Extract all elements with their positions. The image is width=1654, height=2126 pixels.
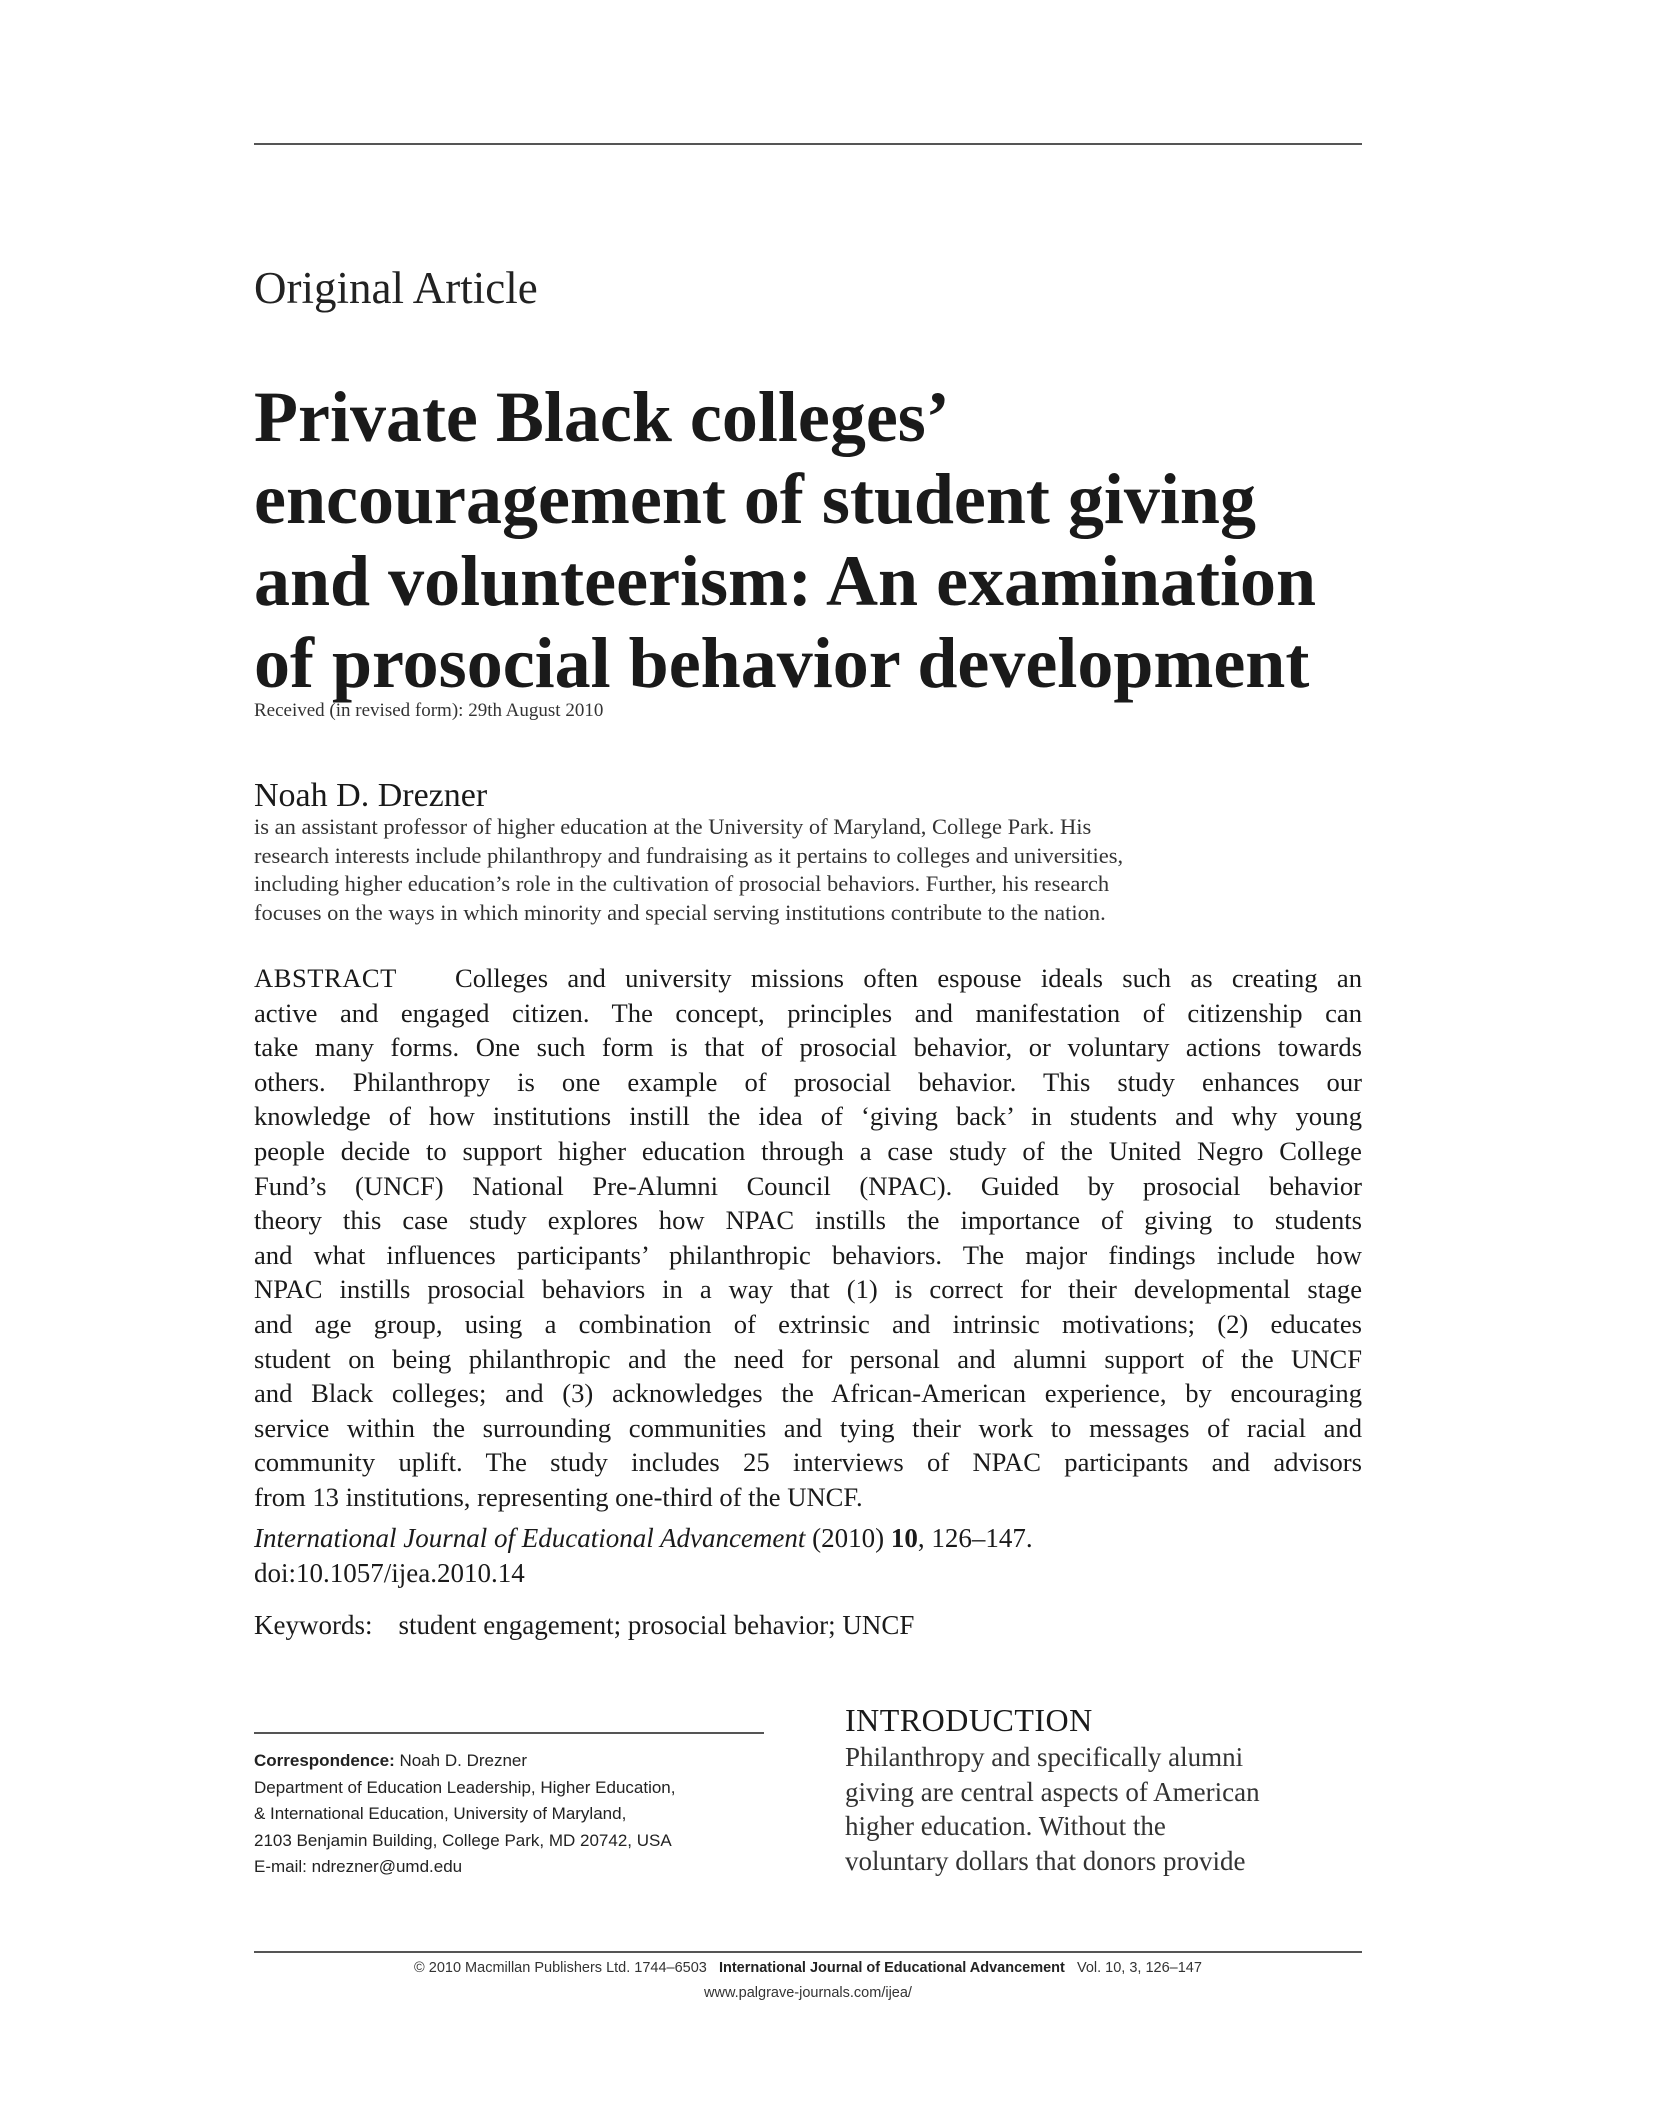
abstract-line: from 13 institutions, representing one-third of the UNCF. (254, 1481, 863, 1512)
bio-line: including higher education’s role in the cultivation of prosocial behaviors. Further, his research (254, 871, 1110, 896)
abstract-line: and age group, using a combination of extrinsic and intrinsic motivations; (2) educates (254, 1308, 1362, 1339)
abstract-line: service within the surrounding communities and tying their work to messages of racial and (254, 1412, 1362, 1443)
abstract-line: others. Philanthropy is one example of prosocial behavior. This study enhances our (254, 1066, 1362, 1097)
footer-copyright: © 2010 Macmillan Publishers Ltd. 1744–6503 (414, 1960, 707, 1976)
abstract-line: knowledge of how institutions instill the idea of ‘giving back’ in students and why young (254, 1101, 1362, 1132)
keywords-text: student engagement; prosocial behavior; UNCF (398, 1610, 915, 1640)
correspondence-line (254, 1748, 774, 1775)
abstract-line: NPAC instills prosocial behaviors in a way that (1) is correct for their developmental stage (254, 1274, 1362, 1305)
footer-line (254, 1960, 1362, 1976)
bio-line: focuses on the ways in which minority and special serving institutions contribute to the nation. (254, 899, 1106, 925)
citation-volume: 10 (890, 1523, 918, 1553)
introduction-heading: INTRODUCTION (845, 1702, 1093, 1738)
abstract-line: Fund’s (UNCF) National Pre-Alumni Council (NPAC). Guided by prosocial behavior (254, 1170, 1362, 1201)
introduction-body (845, 1740, 1365, 1878)
title-line: and volunteerism: An examination (254, 541, 1317, 621)
footer-url: www.palgrave-journals.com/ijea/ (704, 1985, 912, 2001)
author-name: Noah D. Drezner (254, 777, 488, 814)
footer-volume: Vol. 10, 3, 126–147 (1076, 1960, 1202, 1976)
section-label: Original Article (254, 263, 538, 313)
intro-line: voluntary dollars that donors provide (845, 1845, 1246, 1876)
intro-line: Philanthropy and specifically alumni (845, 1742, 1244, 1772)
citation-year: (2010) (812, 1523, 885, 1553)
abstract-line: student on being philanthropic and the need for personal and alumni support of the UNCF (254, 1343, 1362, 1374)
title-line: of prosocial behavior development (254, 623, 1310, 703)
citation-line (254, 1521, 1033, 1556)
citation-pages: , 126–147. (917, 1523, 1033, 1553)
correspondence-email: E-mail: ndrezner@umd.edu (254, 1857, 463, 1876)
abstract-line: people decide to support higher education through a case study of the United Negro College (254, 1135, 1362, 1166)
abstract (254, 961, 1362, 1515)
correspondence-name: Noah D. Drezner (399, 1751, 528, 1770)
keywords-label: Keywords: (254, 1610, 373, 1640)
footer-journal: International Journal of Educational Advancement (718, 1960, 1065, 1976)
abstract-line: theory this case study explores how NPAC instills the importance of giving to students (254, 1205, 1362, 1236)
citation (254, 1521, 1033, 1591)
abstract-line: take many forms. One such form is that of prosocial behavior, or voluntary actions towards (254, 1032, 1362, 1063)
correspondence (254, 1748, 774, 1881)
citation-journal: International Journal of Educational Advancement (254, 1523, 806, 1553)
keywords (254, 1610, 914, 1641)
abstract-label: ABSTRACT (254, 963, 397, 993)
intro-line: higher education. Without the (845, 1811, 1166, 1841)
bio-line: research interests include philanthropy and fundraising as it pertains to colleges and universities, (254, 842, 1124, 868)
header-rule (254, 143, 1362, 145)
received-date: Received (in revised form): 29th August 2010 (254, 700, 604, 721)
author-bio (254, 813, 1374, 927)
abstract-line: and what influences participants’ philanthropic behaviors. The major findings include how (254, 1239, 1362, 1270)
citation-doi: doi:10.1057/ijea.2010.14 (254, 1558, 525, 1588)
correspondence-rule (254, 1732, 764, 1734)
article-title (254, 376, 1404, 704)
title-line: Private Black colleges’ (254, 377, 950, 457)
correspondence-line: 2103 Benjamin Building, College Park, MD 20742, USA (254, 1830, 672, 1850)
correspondence-label: Correspondence: (254, 1751, 395, 1770)
correspondence-line: & International Education, University of Maryland, (254, 1804, 627, 1823)
footer-rule (254, 1951, 1362, 1953)
abstract-line: community uplift. The study includes 25 interviews of NPAC participants and advisors (254, 1447, 1362, 1478)
title-line: encouragement of student giving (254, 459, 1256, 539)
abstract-line: and Black colleges; and (3) acknowledges the African-American experience, by encouraging (254, 1378, 1362, 1409)
bio-line: is an assistant professor of higher education at the University of Maryland, College Park. His (254, 814, 1092, 839)
intro-line: giving are central aspects of American (845, 1776, 1260, 1807)
abstract-line-text: Colleges and university missions often espouse ideals such as creating an (454, 963, 1362, 993)
correspondence-line: Department of Education Leadership, Higher Education, (254, 1777, 676, 1797)
abstract-line (254, 961, 1362, 996)
abstract-line: active and engaged citizen. The concept, principles and manifestation of citizenship can (254, 997, 1362, 1028)
